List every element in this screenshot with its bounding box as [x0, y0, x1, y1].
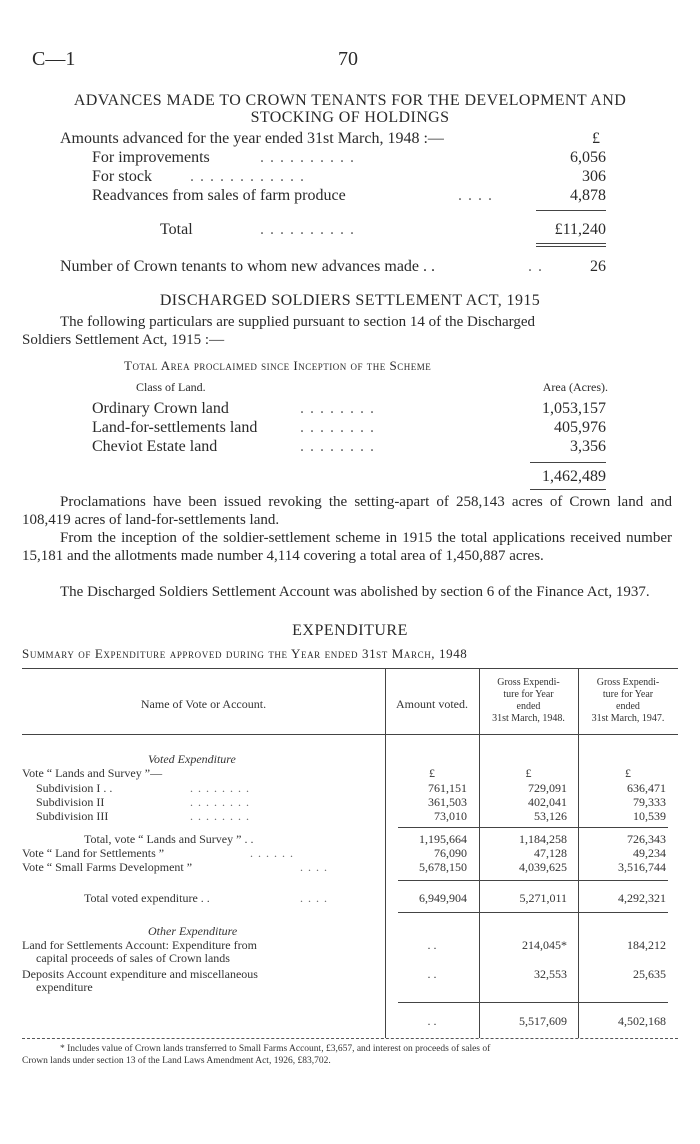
- cell-voted: 6,949,904: [419, 891, 467, 905]
- cell-voted: 5,678,150: [419, 860, 467, 874]
- cell-g1948: 402,041: [528, 795, 567, 809]
- paragraph-abolished: The Discharged Soldiers Settlement Account was abolished by section 6 of the Finance Act, 1937.: [60, 584, 650, 600]
- col-header-gross-1948: Gross Expendi- ture for Year ended 31st March, 1948.: [492, 677, 565, 724]
- table-header-rule: [22, 734, 678, 735]
- other-label-line2: expenditure: [36, 980, 93, 994]
- cell-voted: 1,195,664: [419, 832, 467, 846]
- leader-dots: . . . . . . . . . . . .: [190, 168, 305, 185]
- leader-dots: . . . . . . . .: [190, 781, 250, 795]
- other-expenditure-heading: Other Expenditure: [148, 924, 238, 938]
- leader-dots: . . . .: [458, 187, 493, 204]
- cell-g1947: 79,333: [633, 795, 666, 809]
- advances-intro: Amounts advanced for the year ended 31st March, 1948 :—: [60, 130, 444, 147]
- expenditure-title: EXPENDITURE: [292, 622, 408, 639]
- tenants-label: Number of Crown tenants to whom new advances made . .: [60, 258, 436, 275]
- other-label-line2: capital proceeds of sales of Crown lands: [36, 951, 230, 965]
- rule: [398, 1002, 668, 1003]
- cell-g1947: 184,212: [627, 938, 666, 952]
- discharged-intro-line2: Soldiers Settlement Act, 1915 :—: [22, 332, 225, 348]
- paragraph-proclamations: Proclamations have been issued revoking the setting-apart of 258,143 acres of Crown land and 108,419 acres of land-for-settlements land.: [22, 494, 672, 528]
- advances-title-line2: STOCKING OF HOLDINGS: [250, 109, 450, 126]
- voted-expenditure-heading: Voted Expenditure: [148, 752, 236, 766]
- vote-lands-label: Vote “ Lands and Survey ”—: [22, 766, 163, 780]
- area-table-title: Total Area proclaimed since Inception of the Scheme: [124, 358, 432, 373]
- cell-g1948: 53,126: [534, 809, 567, 823]
- area-total: 1,462,489: [542, 468, 606, 485]
- other-label-line1: Deposits Account expenditure and miscellaneous: [22, 967, 258, 981]
- area-row-value: 1,053,157: [542, 400, 606, 417]
- area-col-class: Class of Land.: [136, 380, 206, 394]
- cell-voted: 361,503: [428, 795, 467, 809]
- advance-item-label: For stock: [92, 168, 152, 185]
- cell-g1947: 636,471: [627, 781, 666, 795]
- page-number: 70: [338, 48, 358, 70]
- vote-label: Vote “ Small Farms Development ”: [22, 860, 193, 874]
- discharged-title: DISCHARGED SOLDIERS SETTLEMENT ACT, 1915: [159, 292, 541, 309]
- discharged-intro-line1: The following particulars are supplied pursuant to section 14 of the Discharged: [60, 314, 536, 330]
- col-header-voted: Amount voted.: [396, 697, 468, 711]
- col-header-gross-1947: Gross Expendi- ture for Year ended 31st March, 1947.: [591, 677, 665, 724]
- leader-dots: . . . . . . . .: [300, 419, 375, 436]
- cell-g1948: 729,091: [528, 781, 567, 795]
- other-label-line1: Land for Settlements Account: Expenditure from: [22, 938, 257, 952]
- area-row-label: Cheviot Estate land: [92, 438, 218, 455]
- vote-total-lands-label: Total, vote “ Lands and Survey ” . .: [84, 832, 254, 846]
- advances-total-label: Total: [160, 221, 193, 238]
- advance-item-value: 6,056: [570, 149, 606, 166]
- advances-total-value: £11,240: [554, 221, 606, 238]
- advance-item-value: 306: [582, 168, 606, 185]
- cell-voted: . .: [427, 967, 437, 981]
- leader-dots: . . . . . . . .: [300, 400, 375, 417]
- leader-dots: . . . . . . . . . .: [260, 149, 355, 166]
- col-header-name: Name of Vote or Account.: [140, 697, 267, 711]
- cell-g1947: 10,539: [633, 809, 666, 823]
- cell-g1947: 49,234: [633, 846, 666, 860]
- area-col-area: Area (Acres).: [542, 380, 608, 394]
- advances-title-line1: ADVANCES MADE TO CROWN TENANTS FOR THE DEVELOPMENT AND: [73, 92, 627, 109]
- rule: [398, 880, 668, 881]
- subdivision-label: Subdivision III: [36, 809, 109, 823]
- leader-dots: . .: [528, 258, 543, 275]
- cell-g1947: 4,292,321: [618, 891, 666, 905]
- paragraph-inception: From the inception of the soldier-settlement scheme in 1915 the total applications received number 15,181 and the allotments made number 4,114 covering a total area of 1,450,887 acres.: [22, 530, 672, 564]
- currency-1947: £: [625, 766, 631, 780]
- cell-voted: 76,090: [434, 846, 467, 860]
- table-top-rule: [22, 668, 678, 669]
- cell-voted: 761,151: [428, 781, 467, 795]
- cell-g1948: 214,045*: [522, 938, 567, 952]
- area-row-label: Land-for-settlements land: [92, 419, 258, 436]
- currency-voted: £: [429, 766, 435, 780]
- expenditure-subtitle: Summary of Expenditure approved during the Year ended 31st March, 1948: [22, 646, 468, 661]
- cell-g1948: 5,271,011: [519, 891, 567, 905]
- cell-g1948: 47,128: [534, 846, 567, 860]
- subdivision-label: Subdivision II: [36, 795, 105, 809]
- cell-g1948: 32,553: [534, 967, 567, 981]
- cell-g1948: 5,517,609: [519, 1014, 567, 1028]
- section-code: C—1: [32, 48, 76, 70]
- rule: [398, 912, 668, 913]
- cell-voted: . .: [427, 1014, 437, 1028]
- cell-g1947: 3,516,744: [618, 860, 666, 874]
- cell-g1948: 1,184,258: [519, 832, 567, 846]
- total-voted-label: Total voted expenditure . .: [84, 891, 210, 905]
- leader-dots: . . . . . .: [250, 846, 294, 860]
- table-bottom-rule: [22, 1038, 678, 1039]
- footnote-line2: Crown lands under section 13 of the Land Laws Amendment Act, 1926, £83,702.: [22, 1056, 331, 1066]
- leader-dots: . . . . . . . .: [190, 795, 250, 809]
- footnote-line1: * Includes value of Crown lands transferred to Small Farms Account, £3,657, and interest on proceeds of sales of: [60, 1044, 491, 1054]
- advance-item-label: For improvements: [92, 149, 210, 166]
- cell-voted: . .: [427, 938, 437, 952]
- vote-label: Vote “ Land for Settlements ”: [22, 846, 165, 860]
- area-row-value: 405,976: [554, 419, 606, 436]
- cell-g1948: 4,039,625: [519, 860, 567, 874]
- area-row-label: Ordinary Crown land: [92, 400, 229, 417]
- leader-dots: . . . . . . . .: [190, 809, 250, 823]
- advance-item-label: Readvances from sales of farm produce: [92, 187, 346, 204]
- advance-item-value: 4,878: [570, 187, 606, 204]
- leader-dots: . . . .: [300, 891, 328, 905]
- advances-currency: £: [592, 130, 600, 147]
- rule: [398, 827, 668, 828]
- cell-g1947: 4,502,168: [618, 1014, 666, 1028]
- currency-1948: £: [525, 766, 532, 780]
- tenants-value: 26: [590, 258, 606, 275]
- leader-dots: . . . .: [300, 860, 328, 874]
- leader-dots: . . . . . . . .: [300, 438, 375, 455]
- cell-g1947: 25,635: [633, 967, 666, 981]
- subdivision-label: Subdivision I . .: [36, 781, 113, 795]
- cell-g1947: 726,343: [627, 832, 666, 846]
- leader-dots: . . . . . . . . . .: [260, 221, 355, 238]
- cell-voted: 73,010: [434, 809, 467, 823]
- area-row-value: 3,356: [570, 438, 606, 455]
